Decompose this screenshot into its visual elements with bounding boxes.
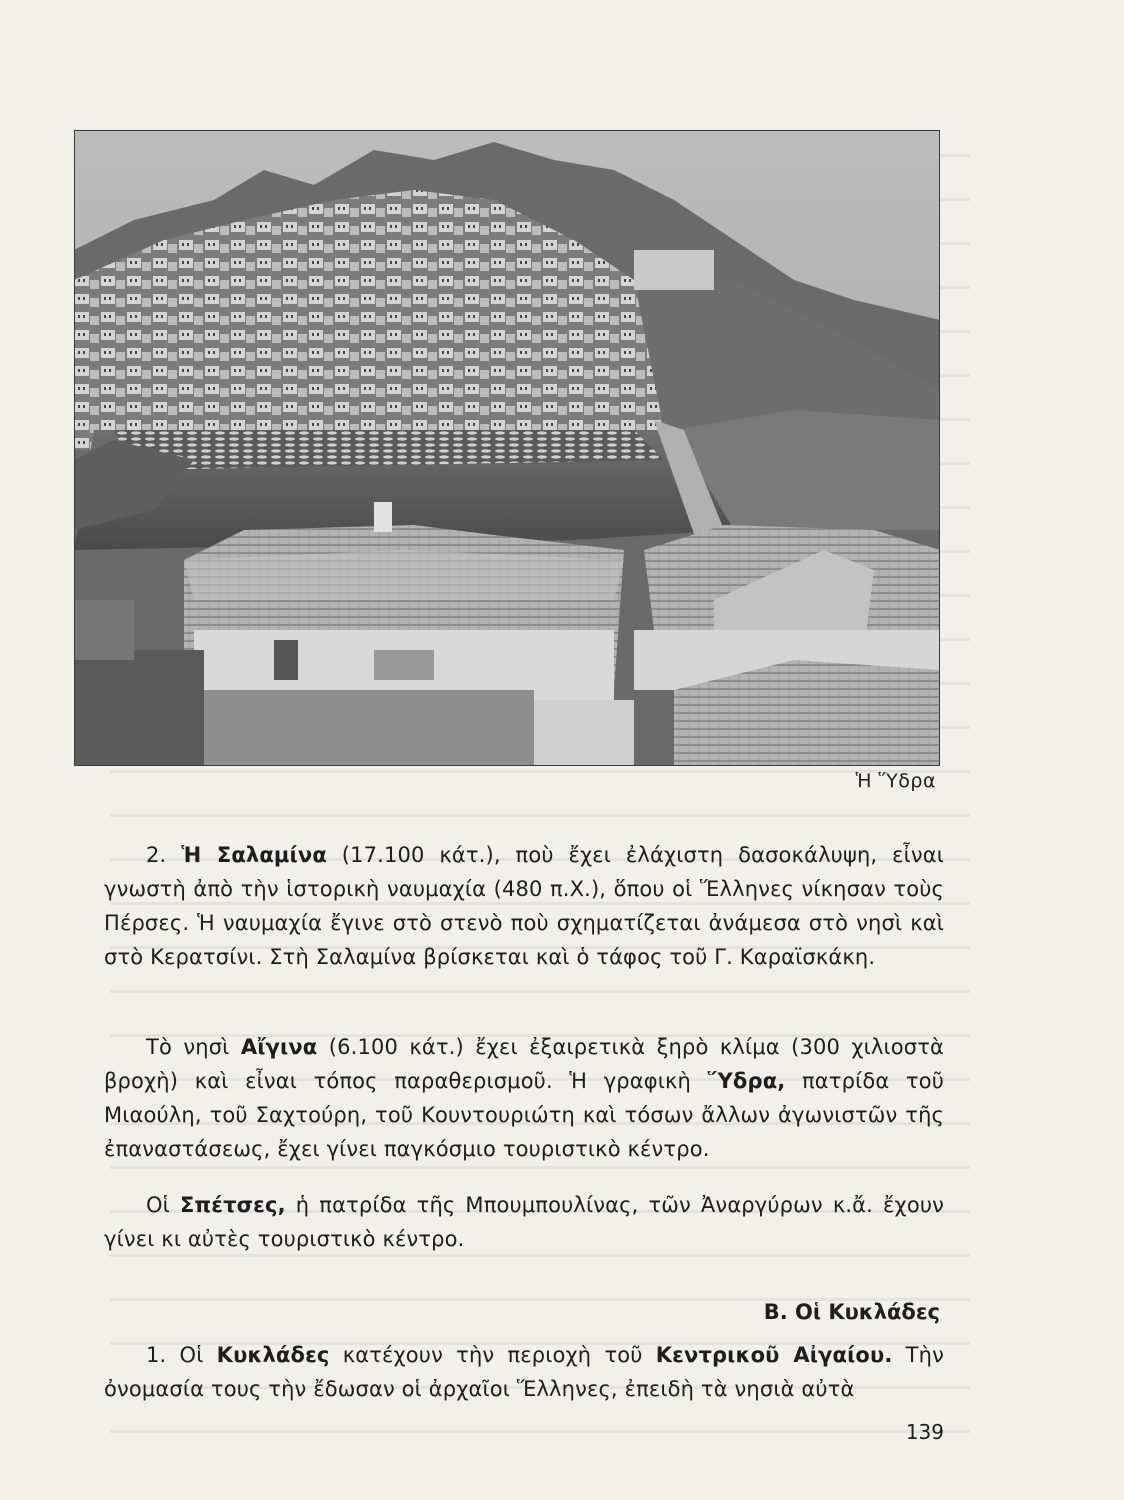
paragraph-text: κατέχουν τὴν περιοχὴ τοῦ [329, 1343, 656, 1367]
photo-caption: Ἡ Ὕδρα [855, 770, 936, 792]
paragraph-spetses [104, 1188, 944, 1256]
paragraph-text: (6.100 κάτ.) ἔχει ἐξαιρετικὰ ξηρὸ κλίμα (300 χιλιοστὰ βροχὴ) καὶ εἶναι τόπος παραθερισμοῦ. Ἡ γραφικὴ [104, 1035, 944, 1093]
paragraph-aigina-hydra [104, 1030, 944, 1166]
paragraph-lead: Οἱ [146, 1193, 180, 1217]
paragraph-text: ἡ πατρίδα τῆς Μπουμπουλίνας, τῶν Ἀναργύρων κ.ἄ. ἔχουν γίνει κι αὐτὲς τουριστικὸ κέντρο. [104, 1193, 945, 1251]
section-heading: Β. Οἱ Κυκλάδες [763, 1300, 940, 1324]
bold-term-hydra: Ὕδρα, [707, 1069, 786, 1093]
paragraph-lead: 1. Οἱ [146, 1343, 217, 1367]
paragraph-lead: 2. [146, 843, 182, 867]
bold-term-central-aegean: Κεντρικοῦ Αἰγαίου. [655, 1343, 893, 1367]
paragraph-cyclades [104, 1338, 944, 1406]
paragraph-text: (17.100 κάτ.), ποὺ ἔχει ἐλάχιστη δασοκάλυψη, εἶναι γνωστὴ ἀπὸ τὴν ἱστορικὴ ναυμαχία (480 π.Χ.), ὅπου οἱ Ἕλληνες νίκησαν τοὺς Πέρσες. Ἡ ναυμαχία ἔγινε στὸ στενὸ ποὺ σχηματίζεται ἀνάμεσα στὸ νησὶ καὶ στὸ Κερατσίνι. Στὴ Σαλαμίνα βρίσκεται καὶ ὁ τάφος τοῦ Γ. Καραϊσκάκη. [104, 843, 944, 969]
paragraph-lead: Τὸ νησὶ [146, 1035, 241, 1059]
page-number: 139 [905, 1420, 944, 1444]
paragraph-text-continued: πατρίδα τοῦ Μιαούλη, τοῦ Σαχτούρη, τοῦ Κουντουριώτη καὶ τόσων ἄλλων ἀγωνιστῶν τῆς ἐπαναστάσεως, ἔχει γίνει παγκόσμιο τουριστικὸ κέντρο. [104, 1069, 944, 1161]
hydra-harbor-photo [74, 130, 940, 766]
bold-term-cyclades: Κυκλάδες [216, 1343, 330, 1367]
bold-term-salamina: Ἡ Σαλαμίνα [181, 843, 327, 867]
bold-term-spetses: Σπέτσες, [180, 1193, 286, 1217]
paragraph-salamina [104, 838, 944, 974]
paragraph-text-continued: Τὴν ὀνομασία τους τὴν ἔδωσαν οἱ ἀρχαῖοι Ἕλληνες, ἐπειδὴ τὰ νησιὰ αὐτὰ [104, 1343, 944, 1401]
bold-term-aigina: Αἴγινα [240, 1035, 318, 1059]
